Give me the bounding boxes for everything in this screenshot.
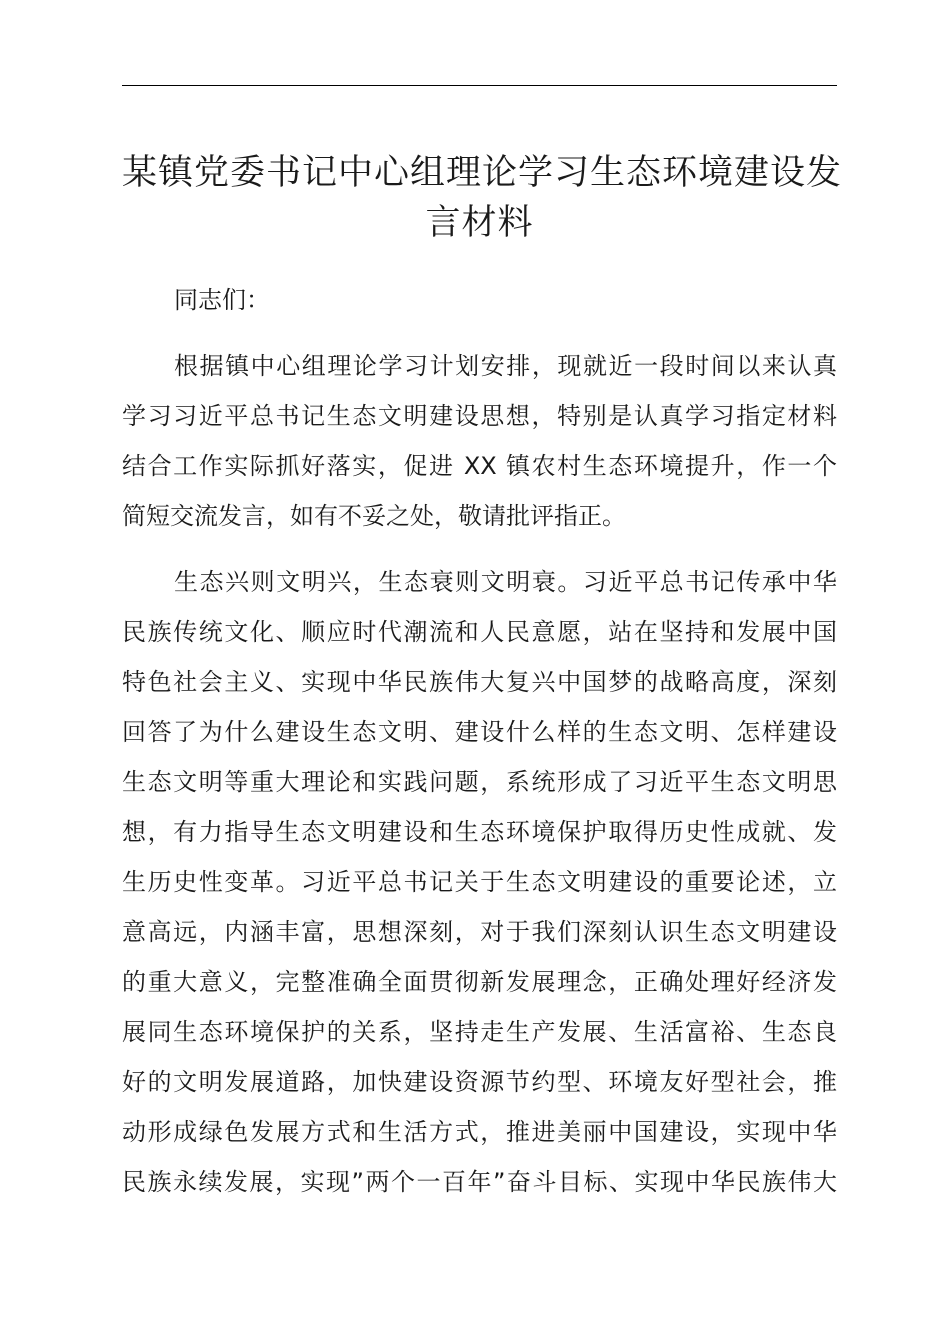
- text-line: 好的文明发展道路，加快建设资源节约型、环境友好型社会，推: [122, 1068, 837, 1096]
- paragraph-body: [122, 557, 837, 1207]
- text-line: 意高远，内涵丰富，思想深刻，对于我们深刻认识生态文明建设: [122, 918, 837, 946]
- salutation: 同志们：: [174, 286, 270, 314]
- text-line: 生态兴则文明兴，生态衰则文明衰。习近平总书记传承中华: [174, 568, 837, 596]
- document-body: [122, 275, 837, 1223]
- text-line: 特色社会主义、实现中华民族伟大复兴中国梦的战略高度，深刻: [122, 668, 837, 696]
- document-title: [122, 148, 843, 248]
- text-line: 民族传统文化、顺应时代潮流和人民意愿，站在坚持和发展中国: [122, 618, 837, 646]
- text-line: 回答了为什么建设生态文明、建设什么样的生态文明、怎样建设: [122, 718, 837, 746]
- title-line: 某镇党委书记中心组理论学习生态环境建设发: [122, 153, 843, 193]
- text-line: 动形成绿色发展方式和生活方式，推进美丽中国建设，实现中华: [122, 1118, 837, 1146]
- text-line: 生历史性变革。习近平总书记关于生态文明建设的重要论述，立: [122, 868, 837, 896]
- text-line: 简短交流发言，如有不妥之处，敬请批评指正。: [122, 502, 626, 530]
- header-rule: [122, 85, 837, 86]
- text-line: 根据镇中心组理论学习计划安排，现就近一段时间以来认真: [174, 352, 837, 380]
- text-line: 生态文明等重大理论和实践问题，系统形成了习近平生态文明思: [122, 768, 837, 796]
- text-line: 结合工作实际抓好落实，促进 XX 镇农村生态环境提升，作一个: [122, 452, 837, 480]
- text-line: 学习习近平总书记生态文明建设思想，特别是认真学习指定材料: [122, 402, 837, 430]
- paragraph-intro: [122, 341, 837, 541]
- text-line: 展同生态环境保护的关系，坚持走生产发展、生活富裕、生态良: [122, 1018, 837, 1046]
- title-line: 言材料: [425, 203, 534, 243]
- text-line: 民族永续发展，实现”两个一百年”奋斗目标、实现中华民族伟大: [122, 1168, 837, 1196]
- text-line: 想，有力指导生态文明建设和生态环境保护取得历史性成就、发: [122, 818, 837, 846]
- text-line: 的重大意义，完整准确全面贯彻新发展理念，正确处理好经济发: [122, 968, 837, 996]
